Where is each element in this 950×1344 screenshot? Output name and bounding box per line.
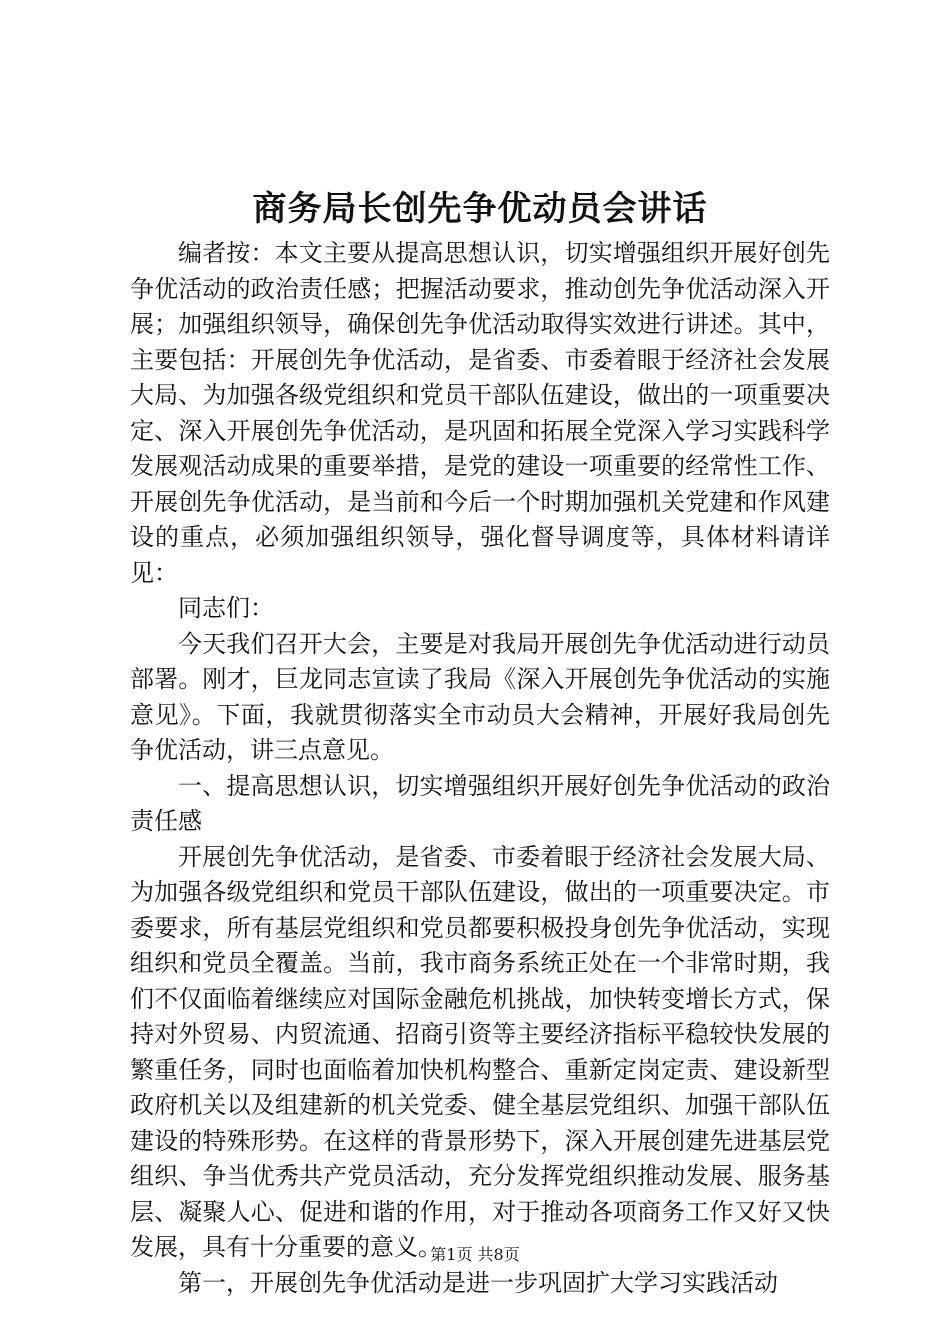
paragraph-section-1-body: 开展创先争优活动，是省委、市委着眼于经济社会发展大局、为加强各级党组织和党员干部队伍建设，做出的一项重要决定。市委要求，所有基层党组织和党员都要积极投身创先争优活动，实现组织和党员全覆盖。当前，我市商务系统正处在一个非常时期，我们不仅面临着继续应对国际金融危机挑战，加快转变增长方式，保持对外贸易、内贸流通、招商引资等主要经济指标平稳较快发展的繁重任务，同时也面临着加快机构整合、重新定岗定责、建设新型政府机关以及组建新的机关党委、健全基层党组织、加强干部队伍建设的特殊形势。在这样的背景形势下，深入开展创建先进基层党组织、争当优秀共产党员活动，充分发挥党组织推动发展、服务基层、凝聚人心、促进和谐的作用，对于推动各项商务工作又好又快发展，具有十分重要的意义。 (130, 842, 830, 1261)
paragraph-salutation: 同志们： (178, 594, 274, 622)
document-title: 商务局长创先争优动员会讲话 (252, 189, 708, 229)
document-page (130, 184, 830, 1301)
page-footer: 第1页 共8页 (430, 1245, 520, 1264)
section-heading-1: 一、提高思想认识，切实增强组织开展好创先争优活动的政治责任感 (130, 771, 830, 835)
paragraph-opening: 今天我们召开大会，主要是对我局开展创先争优活动进行动员部署。刚才，巨龙同志宣读了我局《深入开展创先争优活动的实施意见》。下面，我就贯彻落实全市动员大会精神，开展好我局创先争优活动，讲三点意见。 (130, 629, 830, 764)
paragraph-editor-note: 编者按：本文主要从提高思想认识，切实增强组织开展好创先争优活动的政治责任感；把握活动要求，推动创先争优活动深入开展；加强组织领导，确保创先争优活动取得实效进行讲述。其中，主要包括：开展创先争优活动，是省委、市委着眼于经济社会发展大局、为加强各级党组织和党员干部队伍建设，做出的一项重要决定、深入开展创先争优活动，是巩固和拓展全党深入学习实践科学发展观活动成果的重要举措，是党的建设一项重要的经常性工作、开展创先争优活动，是当前和今后一个时期加强机关党建和作风建设的重点，必须加强组织领导，强化督导调度等，具体材料请详见： (130, 239, 830, 587)
paragraph-point-1: 第一，开展创先争优活动是进一步巩固扩大学习实践活动 (178, 1268, 778, 1297)
